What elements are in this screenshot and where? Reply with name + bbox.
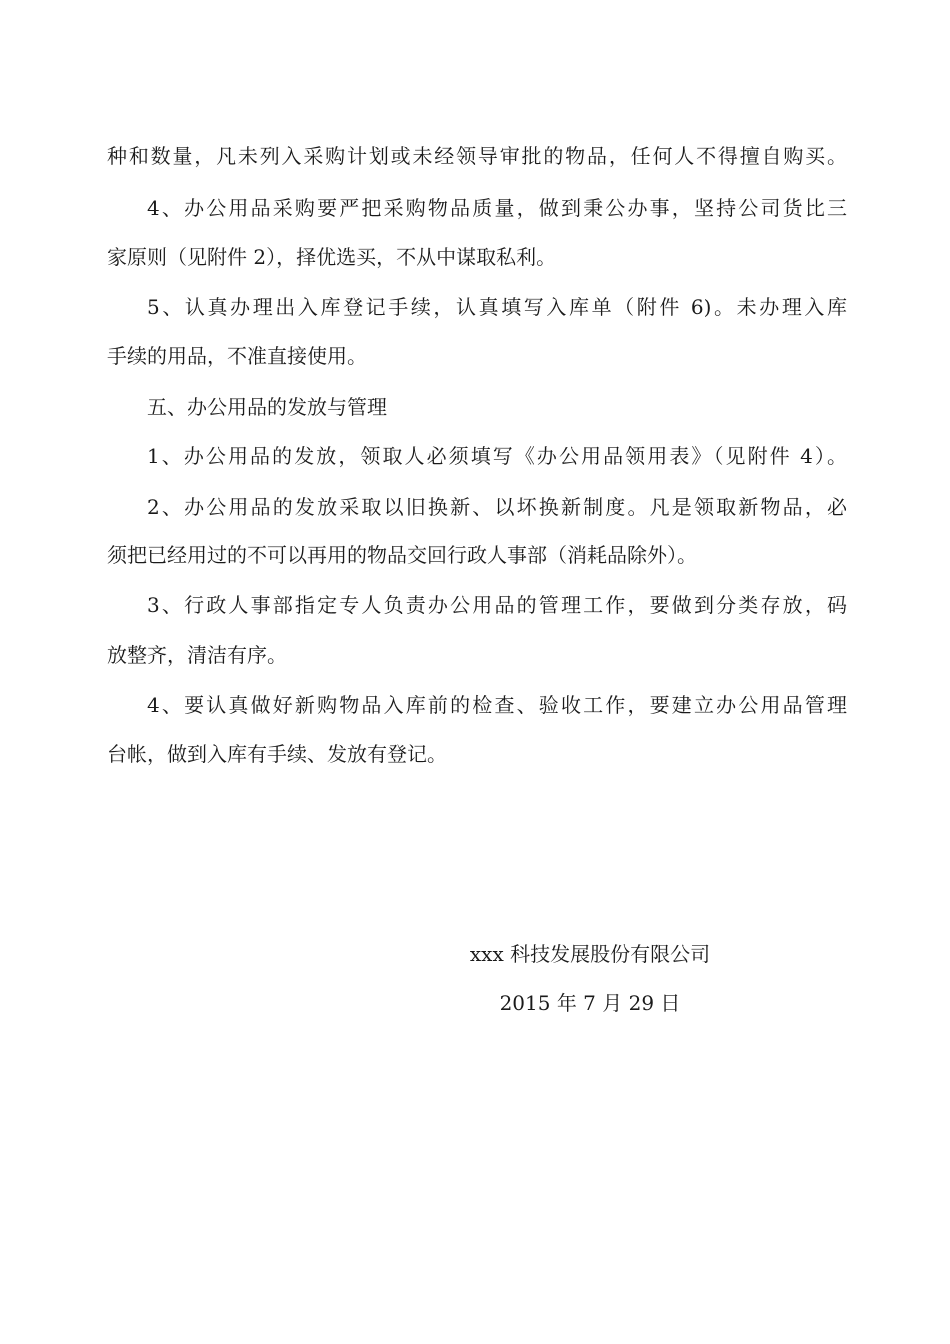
signature-company: xxx 科技发展股份有限公司 [469,942,711,966]
paragraph-line: 2、办公用品的发放采取以旧换新、以坏换新制度。凡是领取新物品，必 [147,495,847,519]
signature-date: 2015 年 7 月 29 日 [499,991,681,1015]
paragraph-line: 放整齐，清洁有序。 [107,643,287,667]
section-heading: 五、办公用品的发放与管理 [147,395,387,419]
paragraph-line: 4、要认真做好新购物品入库前的检查、验收工作，要建立办公用品管理 [147,693,847,717]
paragraph-line: 5、认真办理出入库登记手续，认真填写入库单（附件 6)。未办理入库 [147,295,847,319]
paragraph-line: 种和数量，凡未列入采购计划或未经领导审批的物品，任何人不得擅自购买。 [107,144,847,168]
paragraph-line: 3、行政人事部指定专人负责办公用品的管理工作，要做到分类存放，码 [147,593,847,617]
paragraph-line: 手续的用品，不准直接使用。 [107,344,367,368]
paragraph-line: 1、办公用品的发放，领取人必须填写《办公用品领用表》（见附件 4）。 [147,444,847,468]
paragraph-line: 4、办公用品采购要严把采购物品质量，做到秉公办事，坚持公司货比三 [147,196,847,220]
paragraph-line: 须把已经用过的不可以再用的物品交回行政人事部（消耗品除外）。 [107,543,697,567]
paragraph-line: 台帐，做到入库有手续、发放有登记。 [107,742,447,766]
paragraph-line: 家原则（见附件 2），择优选买，不从中谋取私利。 [107,245,557,269]
